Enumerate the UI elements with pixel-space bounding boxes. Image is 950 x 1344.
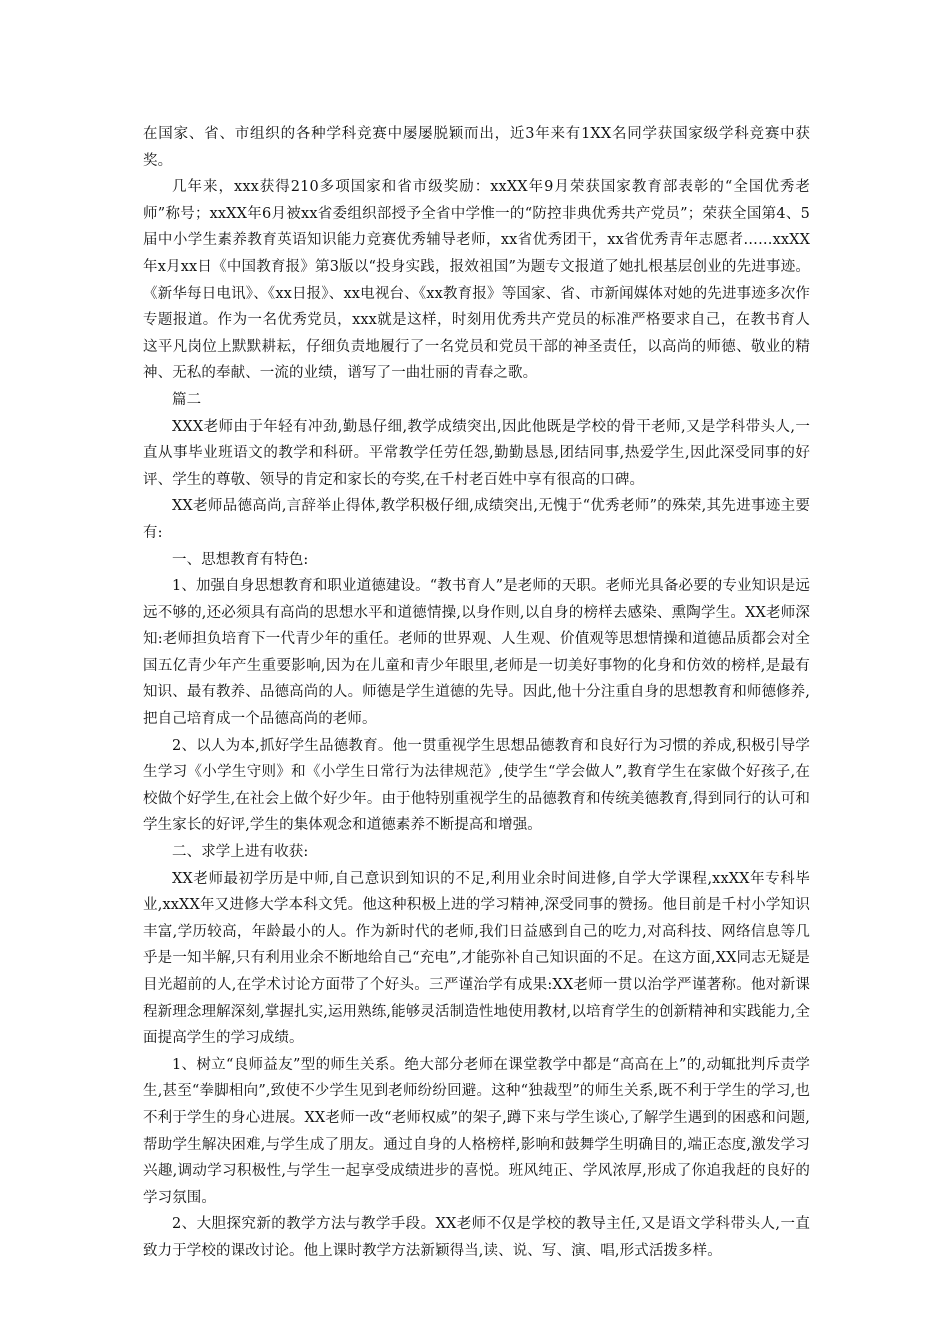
paragraph-moral-education: 2、以人为本,抓好学生品德教育。他一贯重视学生思想品德教育和良好行为习惯的养成,积极引导学生学习《小学生守则》和《小学生日常行为法律规范》,使学生“学会做人”,教育学生在家做个好孩子,在校做个好学生,在社会上做个好少年。由于他特别重视学生的品德教育和传统美德教育,得到同行的认可和学生家长的好评,学生的集体观念和道德素养不断提高和增强。: [143, 737, 810, 834]
paragraph-teacher-student-relationship: 1、树立“良师益友”型的师生关系。绝大部分老师在课堂教学中都是“高高在上”的,动辄批判斥责学生,甚至“拳脚相向”,致使不少学生见到老师纷纷回避。这种“独裁型”的师生关系,既不利于学生的学习,也不利于学生的身心进展。XX老师一改“老师权威”的架子,蹲下来与学生谈心,了解学生遇到的困惑和问题,帮助学生解决困难,与学生成了朋友。通过自身的人格榜样,影响和鼓舞学生明确目的,端正态度,激发学习兴趣,调动学习积极性,与学生一起享受成绩进步的喜悦。班风纯正、学风浓厚,形成了你追我赶的良好的学习氛围。: [143, 1056, 810, 1206]
paragraph-self-study: XX老师最初学历是中师,自己意识到知识的不足,利用业余时间进修,自学大学课程,xxXX年专科毕业,xxXX年又进修大学本科文凭。他这种积极上进的学习精神,深受同事的赞扬。他目前是千村小学知识丰富,学历较高，年龄最小的人。作为新时代的老师,我们日益感到自己的吃力,对高科技、网络信息等几乎是一知半解,只有利用业余不断地给自己“充电”,才能弥补自己知识面的不足。在这方面,XX同志无疑是目光超前的人,在学术讨论方面带了个好头。三严谨治学有成果:XX老师一贯以治学严谨著称。他对新课程新理念理解深刻,掌握扎实,运用熟练,能够灵活制造性地使用教材,以培育学生的创新精神和实践能力,全面提高学生的学习成绩。: [143, 870, 810, 1047]
paragraph-deeds-summary: XX老师品德高尚,言辞举止得体,教学积极仔细,成绩突出,无愧于“优秀老师”的殊荣,其先进事迹主要有:: [143, 498, 810, 541]
paragraph-teaching-methods: 2、大胆探究新的教学方法与教学手段。XX老师不仅是学校的教导主任,又是语文学科带头人,一直致力于学校的课改讨论。他上课时教学方法新颖得当,读、说、写、演、唱,形式活拨多样。: [143, 1216, 810, 1259]
paragraph-awards: 几年来，xxx获得210多项国家和省市级奖励：xxXX年9月荣获国家教育部表彰的“全国优秀老师”称号；xxXX年6月被xx省委组织部授予全省中学惟一的“防控非典优秀共产党员”；荣获全国第4、5届中小学生素养教育英语知识能力竞赛优秀辅导老师，xx省优秀团干，xx省优秀青年志愿者……xxXX年x月xx日《中国教育报》第3版以“投身实践，报效祖国”为题专文报道了她扎根基层创业的先进事迹。《新华每日电讯》、《xx日报》、xx电视台、《xx教育报》等国家、省、市新闻媒体对她的先进事迹多次作专题报道。作为一名优秀党员，xxx就是这样，时刻用优秀共产党员的标准严格要求自己，在教书育人这平凡岗位上默默耕耘，仔细负责地履行了一名党员和党员干部的神圣责任，以高尚的师德、敬业的精神、无私的奉献、一流的业绩，谱写了一曲壮丽的青春之歌。: [143, 179, 810, 382]
paragraph-ethics: 1、加强自身思想教育和职业道德建设。“教书育人”是老师的天职。老师光具备必要的专业知识是远远不够的,还必须具有高尚的思想水平和道德情操,以身作则,以自身的榜样去感染、熏陶学生。XX老师深知:老师担负培育下一代青少年的重任。老师的世界观、人生观、价值观等思想情操和道德品质都会对全国五亿青少年产生重要影响,因为在儿童和青少年眼里,老师是一切美好事物的化身和仿效的榜样,是最有知识、最有教养、品德高尚的人。师德是学生道德的先导。因此,他十分注重自身的思想教育和师德修养,把自己培育成一个品德高尚的老师。: [143, 578, 810, 728]
paragraph-intro-continuation: 在国家、省、市组织的各种学科竞赛中屡屡脱颖而出，近3年来有1XX名同学获国家级学科竞赛中获奖。: [143, 126, 810, 169]
paragraph-teacher-intro: XXX老师由于年轻有冲劲,勤恳仔细,教学成绩突出,因此他既是学校的骨干老师,又是学科带头人,一直从事毕业班语文的教学和科研。平常教学任劳任怨,勤勤恳恳,团结同事,热爱学生,因此深受同事的好评、学生的尊敬、领导的肯定和家长的夸奖,在千村老百姓中享有很高的口碑。: [143, 418, 810, 488]
document-body: [143, 121, 810, 1265]
heading-ideological-education: 一、思想教育有特色:: [172, 551, 309, 568]
section-heading-part-two: 篇二: [172, 391, 202, 408]
heading-study-progress: 二、求学上进有收获:: [172, 844, 309, 861]
